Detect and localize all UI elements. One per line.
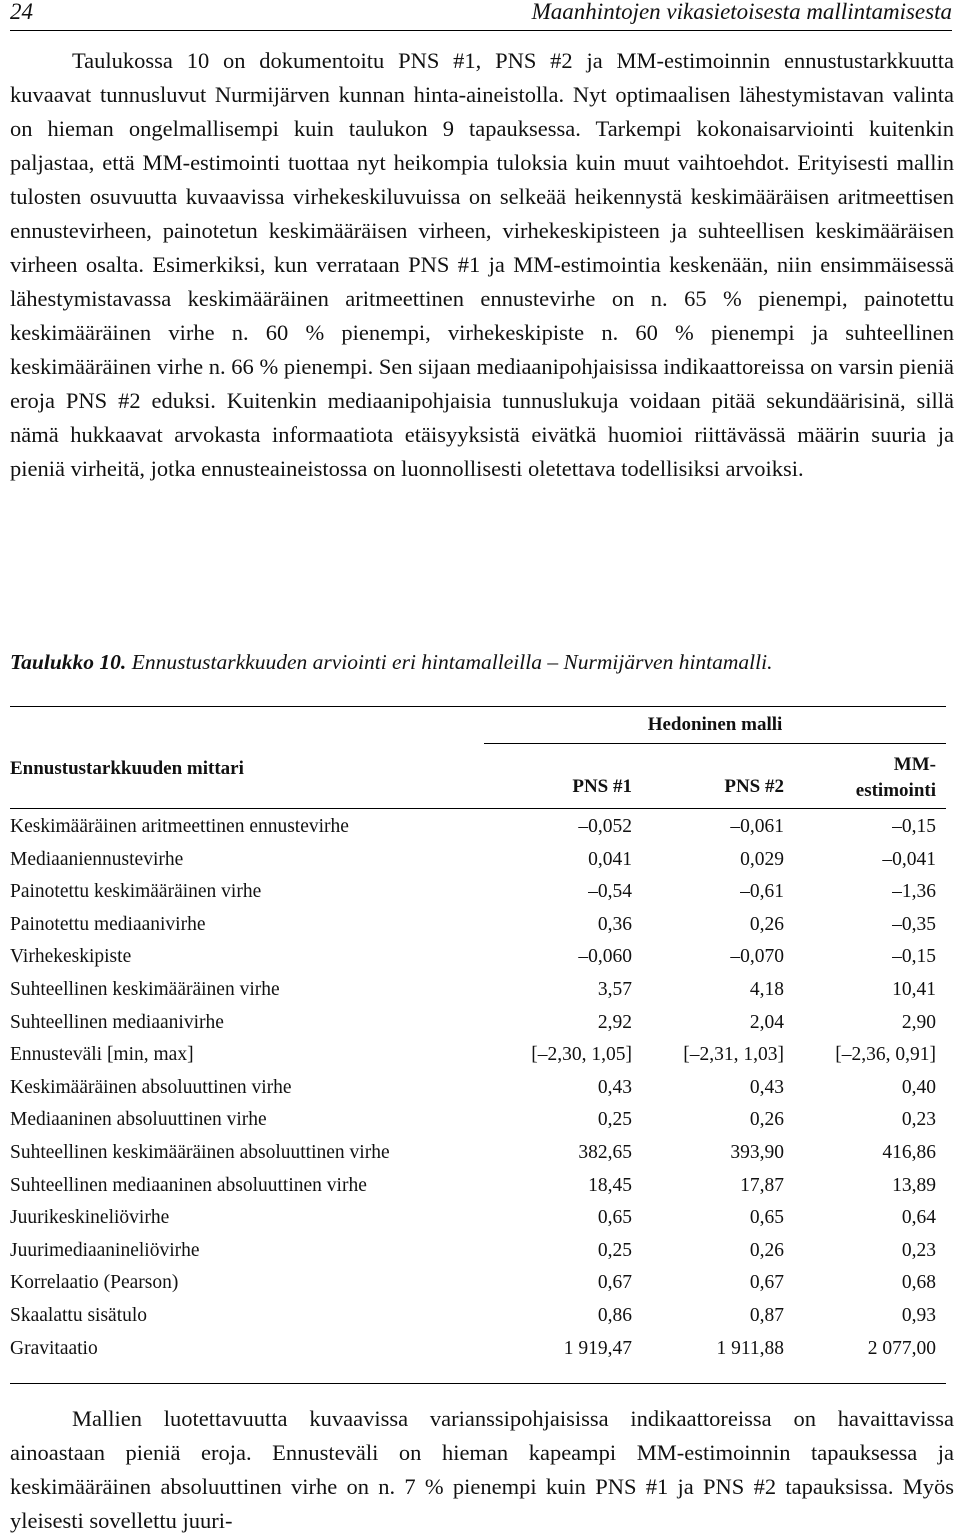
table-cell-pns1: 0,25 [597, 1109, 632, 1131]
table-cell-pns1: [–2,30, 1,05] [531, 1044, 632, 1066]
table-cell-pns2: 0,029 [740, 848, 784, 870]
table-col-mm-header-line1: MM- [893, 754, 936, 775]
table-cell-pns1: 0,43 [597, 1076, 632, 1098]
table-row [10, 811, 946, 844]
table-cell-pns2: –0,070 [730, 946, 784, 968]
table-cell-pns1: 18,45 [588, 1174, 632, 1196]
table-cell-metric: Suhteellinen mediaanivirhe [10, 1011, 224, 1033]
table-cell-mm: 0,64 [901, 1207, 936, 1229]
table-cell-mm: 0,23 [901, 1239, 936, 1261]
table-cell-pns2: 2,04 [749, 1011, 784, 1033]
table-caption [10, 648, 954, 676]
table-caption-label: Taulukko 10. [10, 650, 127, 674]
table-cell-pns2: 0,65 [749, 1207, 784, 1229]
table-col-pns1-header: PNS #1 [572, 776, 632, 797]
table-row [10, 844, 946, 877]
table-cell-mm: –0,35 [892, 913, 936, 935]
table-cell-pns1: 2,92 [597, 1011, 632, 1033]
table-row [10, 1072, 946, 1105]
table-row [10, 1333, 946, 1366]
table-group-header: Hedoninen malli [647, 714, 783, 735]
table-col-pns2-header: PNS #2 [724, 776, 784, 797]
table-cell-pns1: 3,57 [597, 978, 632, 1000]
table-bottom-rule [10, 1383, 946, 1384]
table-cell-mm: –0,041 [882, 848, 936, 870]
table-col-mm-header-line2: estimointi [855, 780, 936, 801]
table-body [10, 811, 946, 1365]
table-row [10, 1104, 946, 1137]
table-cell-pns2: 4,18 [749, 978, 784, 1000]
table-cell-pns2: –0,61 [740, 881, 784, 903]
table-row [10, 1137, 946, 1170]
table-group-rule [484, 743, 946, 744]
table-cell-mm: –0,15 [892, 816, 936, 837]
table-cell-pns1: 0,25 [597, 1239, 632, 1261]
table-cell-metric: Gravitaatio [10, 1337, 98, 1359]
body-paragraph-1 [10, 44, 954, 624]
table-cell-metric: Virhekeskipiste [10, 946, 132, 968]
table-row [10, 941, 946, 974]
table-caption-text: Ennustustarkkuuden arviointi eri hintamalleilla – Nurmijärven hintamalli. [126, 650, 773, 674]
table-top-rule [10, 706, 946, 707]
table-cell-pns1: 0,36 [597, 913, 632, 935]
table-cell-pns2: [–2,31, 1,03] [683, 1044, 784, 1066]
table-cell-mm: 10,41 [892, 978, 936, 1000]
body-paragraph-2 [10, 1402, 954, 1534]
table-cell-metric: Juurikeskineliövirhe [10, 1207, 170, 1229]
table-row [10, 1007, 946, 1040]
table-cell-mm: 0,68 [901, 1272, 936, 1294]
paragraph-1-text: Taulukossa 10 on dokumentoitu PNS #1, PNS #2 ja MM-estimoinnin ennustustarkkuutta kuvaavat tunnusluvut Nurmijärven kunnan hinta-aineistolla. Nyt optimaalisen lähestymistavan valinta on hieman ongelmallisempi kuin taulukon 9 tapauksessa. Tarkempi kokonaisarviointi kuitenkin paljastaa, että MM-estimointi tuottaa nyt heikompia tuloksia kuin muut vaihtoehdot. Erityisesti mallin tulosten osuvuutta kuvaavissa virhekeskiluvuissa on selkeää heikennystä keskimääräisen aritmeettisen ennustevirheen, painotetun keskimääräisen virheen, virhekeskipisteen ja suhteellisen keskimääräisen virheen osalta. Esimerkiksi, kun verrataan PNS #1 ja MM-estimointia keskenään, niin ensimmäisessä lähestymistavassa keskimääräinen aritmeettinen ennustevirhe on n. 65 % pienempi, painotettu keskimääräinen virhe n. 60 % pienempi, virhekeskipiste n. 60 % pienempi ja suhteellinen keskimääräinen virhe n. 66 % pienempi. Sen sijaan mediaanipohjaisissa indikaattoreissa on varsin pieniä eroja PNS #2 eduksi. Kuitenkin mediaanipohjaisia tunnuslukuja voidaan pitää sekundäärisinä, sillä nämä hukkaavat arvokasta informaatiota etäisyyksistä eivätkä huomioi riittävässä määrin suuria ja pieniä virheitä, jotka ennusteaineistossa on luonnollisesti oletettava todellisiksi arvoiksi. [10, 48, 954, 481]
table-cell-metric: Juurimediaanineliövirhe [10, 1239, 200, 1261]
table-cell-metric: Mediaaninen absoluuttinen virhe [10, 1109, 267, 1131]
table-cell-metric: Painotettu mediaanivirhe [10, 913, 206, 935]
table-cell-metric: Mediaaniennustevirhe [10, 848, 184, 870]
table-cell-metric: Painotettu keskimääräinen virhe [10, 881, 262, 903]
table-cell-mm: 416,86 [882, 1141, 936, 1163]
table-cell-metric: Skaalattu sisätulo [10, 1304, 148, 1326]
table-cell-metric: Korrelaatio (Pearson) [10, 1272, 179, 1294]
table-row [10, 876, 946, 909]
table-cell-pns2: 0,43 [749, 1076, 784, 1098]
table-cell-metric: Keskimääräinen absoluuttinen virhe [10, 1076, 292, 1098]
table-cell-pns1: 0,86 [597, 1304, 632, 1326]
table-cell-metric: Suhteellinen keskimääräinen virhe [10, 978, 280, 1000]
table-cell-mm: 2 077,00 [867, 1337, 936, 1359]
table-cell-metric: Suhteellinen mediaaninen absoluuttinen virhe [10, 1174, 367, 1196]
table-cell-mm: –1,36 [892, 881, 936, 903]
table-row [10, 1202, 946, 1235]
table-row [10, 1267, 946, 1300]
table-cell-pns2: –0,061 [730, 816, 784, 837]
table-cell-metric: Ennusteväli [min, max] [10, 1044, 194, 1066]
table-cell-pns1: 382,65 [578, 1141, 632, 1163]
table-cell-pns2: 0,26 [749, 913, 784, 935]
table-col-mm-header [786, 752, 936, 804]
table-cell-pns1: –0,052 [578, 816, 632, 837]
page-header [10, 0, 952, 31]
table-cell-pns1: 0,65 [597, 1207, 632, 1229]
table-row [10, 909, 946, 942]
table-row [10, 1300, 946, 1333]
table-row [10, 1170, 946, 1203]
table-cell-pns1: –0,060 [578, 946, 632, 968]
table-cell-pns1: 0,67 [597, 1272, 632, 1294]
table-cell-pns2: 1 911,88 [716, 1337, 784, 1359]
table-cell-mm: –0,15 [892, 946, 936, 968]
table-cell-pns2: 393,90 [730, 1141, 784, 1163]
table-cell-pns2: 0,26 [749, 1109, 784, 1131]
table-cell-mm: 0,23 [901, 1109, 936, 1131]
table-cell-pns1: –0,54 [588, 881, 632, 903]
table-cell-metric: Keskimääräinen aritmeettinen ennustevirhe [10, 816, 349, 837]
table-cell-pns2: 0,26 [749, 1239, 784, 1261]
table-cell-mm: 13,89 [892, 1174, 936, 1196]
table-cell-mm: 2,90 [901, 1011, 936, 1033]
table-cell-mm: [–2,36, 0,91] [835, 1044, 936, 1066]
table-cell-pns2: 17,87 [740, 1174, 784, 1196]
table-cell-pns2: 0,87 [749, 1304, 784, 1326]
table-cell-mm: 0,40 [901, 1076, 936, 1098]
table-cell-pns2: 0,67 [749, 1272, 784, 1294]
table-header-rule [10, 808, 946, 809]
page-number: 24 [10, 0, 33, 24]
table-row [10, 974, 946, 1007]
table-metric-header: Ennustustarkkuuden mittari [10, 758, 244, 779]
table-row [10, 1039, 946, 1072]
table-cell-mm: 0,93 [901, 1304, 936, 1326]
table-cell-metric: Suhteellinen keskimääräinen absoluuttinen virhe [10, 1141, 390, 1163]
table-row [10, 1235, 946, 1268]
running-title: Maanhintojen vikasietoisesta mallintamisesta [531, 0, 952, 24]
table-cell-pns1: 0,041 [588, 848, 632, 870]
paragraph-2-text: Mallien luotettavuutta kuvaavissa varianssipohjaisissa indikaattoreissa on havaittavissa ainoastaan pieniä eroja. Ennusteväli on hieman kapeampi MM-estimoinnin tapauksessa ja keskimääräinen absoluuttinen virhe on n. 7 % pienempi kuin PNS #1 ja PNS #2 tapauksissa. Myös yleisesti sovellettu juuri- [10, 1406, 954, 1533]
table-cell-pns1: 1 919,47 [563, 1337, 632, 1359]
